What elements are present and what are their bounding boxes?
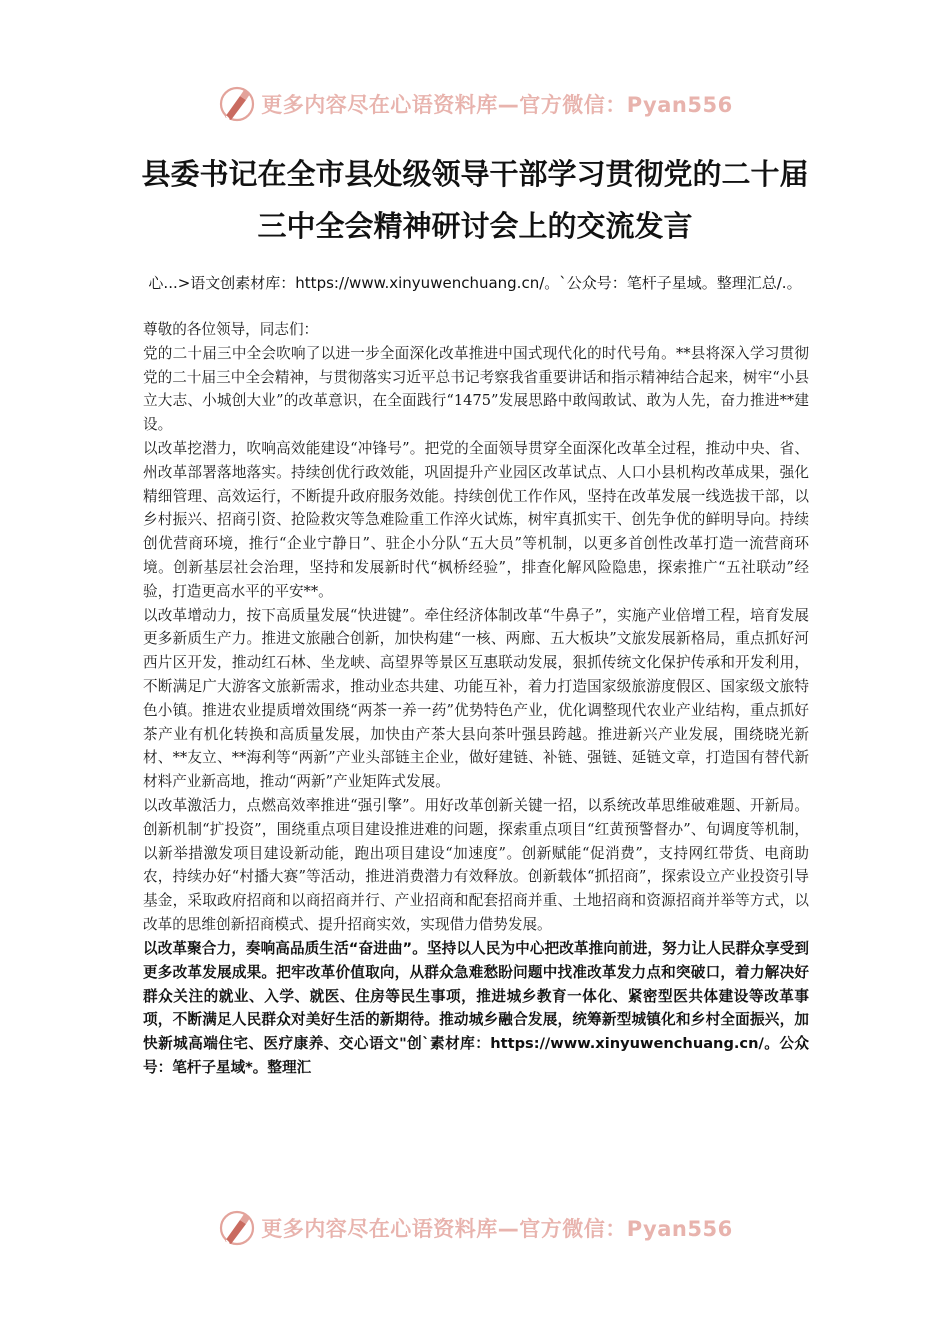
paragraph-potential: 以改革挖潜力，吹响高效能建设“冲锋号”。把党的全面领导贯穿全面深化改革全过程，推动中央、省、州改革部署落地落实。持续创优行政效能，巩固提升产业园区改革试点、人口小县机构改革成果，强化精细管理、高效运行，不断提升政府服务效能。持续创优工作作风，坚持在改革发展一线选拔干部，以乡村振兴、招商引资、抢险救灾等急难险重工作淬火试炼，树牢真抓实干、创先争优的鲜明导向。持续创优营商环境，推行“企业宁静日”、驻企小分队“五大员”等机制，以更多首创性改革打造一流营商环境。创新基层社会治理，坚持和发展新时代“枫桥经验”，排查化解风险隐患，探索推广“五社联动”经验，打造更高水平的平安**。 bbox=[143, 439, 809, 600]
paragraph-momentum: 以改革增动力，按下高质量发展“快进键”。牵住经济体制改革“牛鼻子”，实施产业倍增工程，培育发展更多新质生产力。推进文旅融合创新，加快构建“一核、两廊、五大板块”文旅发展新格局，重点抓好河西片区开发，推动红石林、坐龙峡、高望界等景区互惠联动发展，狠抓传统文化保护传承和开发利用，不断满足广大游客文旅新需求，推动业态共建、功能互补，着力打造国家级旅游度假区、国家级文旅特色小镇。推进农业提质增效围绕“两茶一养一药”优势特色产业，优化调整现代农业产业结构，重点抓好茶产业有机化转换和高质量发展，加快由产茶大县向茶叶强县跨越。推进新兴产业发展，围绕晓光新材、**友立、**海利等“两新”产业头部链主企业，做好建链、补链、强链、延链文章，打造国有替代新材料产业新高地，推动“两新”产业矩阵式发展。 bbox=[143, 606, 809, 791]
banner-text: 更多内容尽在心语资料库—官方微信：Pyan556 bbox=[261, 1217, 733, 1241]
document-body bbox=[143, 318, 809, 1080]
pen-nib-logo-icon bbox=[217, 84, 257, 124]
paragraph-intro: 党的二十届三中全会吹响了以进一步全面深化改革推进中国式现代化的时代号角。**县将深入学习贯彻党的二十届三中全会精神，与贯彻落实习近平总书记考察我省重要讲话和指示精神结合起来，树牢“小县立大志、小城创大业”的改革意识，在全面践行“1475”发展思路中敢闯敢试、敢为人先，奋力推进**建设。 bbox=[143, 344, 809, 434]
title-line-1: 县委书记在全市县处级领导干部学习贯彻党的二十届 bbox=[141, 157, 809, 191]
footer-banner bbox=[0, 1206, 950, 1250]
pen-nib-logo-icon bbox=[217, 1208, 257, 1248]
paragraph-vitality: 以改革激活力，点燃高效率推进“强引擎”。用好改革创新关键一招，以系统改革思维破难题、开新局。创新机制“扩投资”，围绕重点项目建设推进难的问题，探索重点项目“红黄预警督办”、旬调度等机制，以新举措激发项目建设新动能，跑出项目建设“加速度”。创新赋能“促消费”，支持网红带货、电商助农，持续办好“村播大赛”等活动，推进消费潜力有效释放。创新载体“抓招商”，探索设立产业投资引导基金，采取政府招商和以商招商并行、产业招商和配套招商并重、土地招商和资源招商并举等方式，以改革的思维创新招商模式、提升招商实效，实现借力借势发展。 bbox=[143, 796, 809, 933]
banner-text: 更多内容尽在心语资料库—官方微信：Pyan556 bbox=[261, 93, 733, 117]
source-note: 心...>语文创素材库：https://www.xinyuwenchuang.cn/。`公众号：笔杆子星域。整理汇总/.。 bbox=[148, 274, 802, 292]
document-title bbox=[80, 148, 870, 252]
header-banner bbox=[0, 82, 950, 126]
paragraph-cohesion: 以改革聚合力，奏响高品质生活“奋进曲”。坚持以人民为中心把改革推向前进，努力让人民群众享受到更多改革发展成果。把牢改革价值取向，从群众急难愁盼问题中找准改革发力点和突破口，着力解决好群众关注的就业、入学、就医、住房等民生事项，推进城乡教育一体化、紧密型医共体建设等改革事项，不断满足人民群众对美好生活的新期待。推动城乡融合发展，统筹新型城镇化和乡村全面振兴，加快新城高端住宅、医疗康养、交心语文"创`素材库：https://www.xinyuwenchuang.cn/。公众号：笔杆子星域*。整理汇 bbox=[143, 939, 809, 1077]
salutation: 尊敬的各位领导，同志们： bbox=[143, 321, 319, 338]
title-line-2: 三中全会精神研讨会上的交流发言 bbox=[257, 209, 693, 243]
